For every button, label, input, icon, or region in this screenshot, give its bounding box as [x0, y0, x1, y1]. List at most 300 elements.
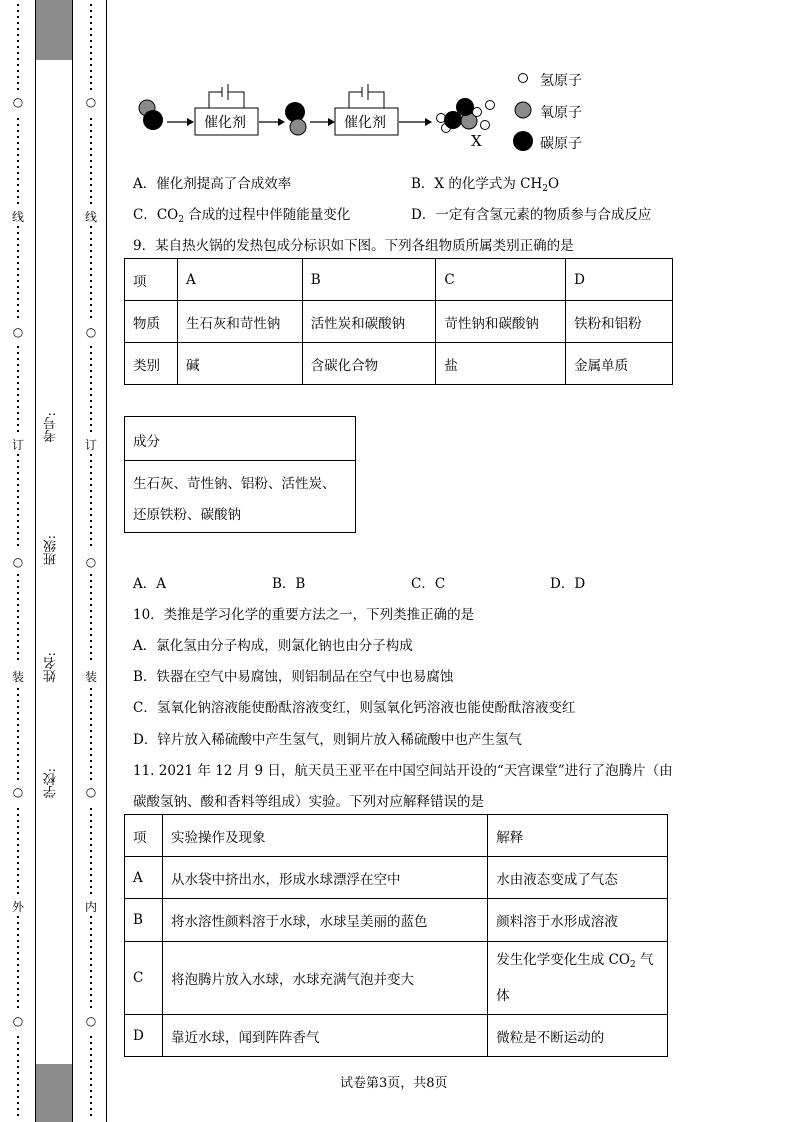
inner-mark-circle-1: ○ — [85, 95, 97, 109]
binding-dot — [90, 868, 92, 870]
binding-dot — [90, 424, 92, 426]
q9-category-c: 盐 — [436, 343, 566, 385]
binding-dot — [17, 70, 19, 72]
q10-option-a[interactable]: A．氯化氢由分子构成，则氯化钠也由分子构成 — [133, 638, 413, 654]
binding-dot — [90, 118, 92, 120]
binding-dot — [17, 916, 19, 918]
binding-dot — [90, 352, 92, 354]
binding-dot — [90, 532, 92, 534]
binding-dot — [90, 184, 92, 186]
binding-dot — [90, 370, 92, 372]
binding-dot — [90, 1090, 92, 1092]
outer-mark-order: 订 — [11, 438, 24, 452]
binding-dot — [17, 580, 19, 582]
binding-dot — [17, 730, 19, 732]
q8-option-b[interactable] — [411, 172, 559, 194]
inner-mark-line: 线 — [84, 210, 97, 224]
legend-hydrogen-symbol — [519, 74, 528, 83]
binding-dot — [90, 778, 92, 780]
binding-dot — [17, 400, 19, 402]
ingredients-line-2: 还原铁粉、碳酸钠 — [133, 507, 241, 523]
binding-dot — [90, 1000, 92, 1002]
binding-dot — [17, 454, 19, 456]
q9-option-b[interactable]: B．B — [272, 576, 306, 592]
binding-dot — [17, 316, 19, 318]
binding-dot — [17, 256, 19, 258]
binding-dot — [17, 1054, 19, 1056]
binding-dot — [90, 466, 92, 468]
binding-dot — [17, 154, 19, 156]
binding-dot — [90, 1096, 92, 1098]
binding-dot — [90, 256, 92, 258]
binding-dot — [17, 976, 19, 978]
binding-dot — [17, 52, 19, 54]
binding-dot — [17, 994, 19, 996]
binding-dot — [17, 358, 19, 360]
page-footer: 试卷第3页，共8页 — [340, 1076, 448, 1091]
binding-dot — [17, 40, 19, 42]
binding-dot — [90, 460, 92, 462]
binding-dot — [17, 250, 19, 252]
reactant-carbon-atom — [143, 110, 163, 130]
binding-dot — [90, 496, 92, 498]
product-carbon-atom — [456, 98, 474, 116]
binding-dot — [17, 286, 19, 288]
binding-dot — [90, 772, 92, 774]
binding-dot — [17, 232, 19, 234]
catalyst-label-1: 催化剂 — [204, 115, 246, 131]
binding-dot — [90, 598, 92, 600]
binding-dot — [17, 274, 19, 276]
binding-dot — [17, 298, 19, 300]
binding-dot — [17, 598, 19, 600]
inner-mark-inside: 内 — [84, 900, 97, 914]
q10-option-b[interactable]: B．铁器在空气中易腐蚀，则铝制品在空气中也易腐蚀 — [133, 669, 454, 685]
binding-dot — [90, 856, 92, 858]
binding-dot — [90, 142, 92, 144]
binding-dot — [90, 124, 92, 126]
binding-dot — [90, 706, 92, 708]
binding-dot — [17, 754, 19, 756]
binding-dot — [17, 874, 19, 876]
ingredients-line-1: 生石灰、苛性钠、铝粉、活性炭、 — [133, 476, 336, 492]
q9-substance-c: 苛性钠和碳酸钠 — [436, 301, 566, 343]
q9-header-d: D — [566, 259, 673, 301]
binding-dot — [90, 82, 92, 84]
binding-dot — [90, 10, 92, 12]
q8-option-a[interactable]: A．催化剂提高了合成效率 — [133, 176, 292, 192]
q9-option-c[interactable]: C．C — [411, 576, 446, 592]
binding-dot — [90, 700, 92, 702]
binding-dot — [90, 688, 92, 690]
binding-dot — [17, 520, 19, 522]
binding-dot — [17, 412, 19, 414]
binding-dot — [90, 826, 92, 828]
q9-stem: 9．某自热火锅的发热包成分标识如下图。下列各组物质所属类别正确的是 — [133, 238, 574, 254]
binding-dot — [90, 694, 92, 696]
catalyst-label-2: 催化剂 — [344, 115, 386, 131]
binding-dot — [17, 514, 19, 516]
q11-row-d-operation: 靠近水球，闻到阵阵香气 — [162, 1015, 487, 1057]
binding-dot — [17, 724, 19, 726]
binding-dot — [90, 616, 92, 618]
q8-option-c[interactable] — [133, 203, 350, 225]
binding-dot — [17, 622, 19, 624]
q8-option-b-text: B．X 的化学式为 CH — [411, 176, 543, 192]
binding-dot — [17, 1078, 19, 1080]
q11-row-a-operation: 从水袋中挤出水，形成水球漂浮在空中 — [162, 857, 487, 899]
legend-hydrogen-label: 氢原子 — [540, 73, 582, 89]
product-hydrogen-atom — [473, 108, 482, 117]
binding-dot — [17, 964, 19, 966]
binding-dot — [90, 634, 92, 636]
binding-dot — [90, 160, 92, 162]
binding-dot — [17, 388, 19, 390]
q9-header-item: 项 — [125, 259, 178, 301]
binding-dot — [90, 292, 92, 294]
binding-dot — [17, 490, 19, 492]
q11-row-c-explanation-text: 发生化学变化生成 CO — [496, 951, 630, 968]
legend-carbon-label: 碳原子 — [540, 136, 582, 152]
binding-dot — [90, 1054, 92, 1056]
binding-dot — [90, 832, 92, 834]
binding-dot — [90, 646, 92, 648]
binding-dot — [90, 748, 92, 750]
binding-dot — [17, 922, 19, 924]
product-hydrogen-atom — [486, 101, 495, 110]
binding-dot — [90, 1066, 92, 1068]
binding-dot — [90, 190, 92, 192]
q9-category-d: 金属单质 — [566, 343, 673, 385]
binding-dot — [17, 484, 19, 486]
outer-mark-circle-2: ○ — [12, 325, 24, 339]
binding-dot — [90, 718, 92, 720]
binding-dot — [17, 244, 19, 246]
binding-dot — [90, 1102, 92, 1104]
binding-dot — [17, 982, 19, 984]
binding-dot — [17, 238, 19, 240]
binding-dot — [90, 958, 92, 960]
binding-dot — [90, 940, 92, 942]
binding-dot — [17, 706, 19, 708]
q9-header-b: B — [302, 259, 436, 301]
binding-dot — [90, 238, 92, 240]
binding-dot — [90, 58, 92, 60]
binding-dot — [17, 142, 19, 144]
binding-dot — [90, 52, 92, 54]
binding-dot — [17, 82, 19, 84]
binding-dot — [17, 1042, 19, 1044]
q11-row-c-explanation-line-2: 体 — [496, 987, 510, 1004]
binding-dot — [90, 838, 92, 840]
q8-option-d[interactable]: D．一定有含氢元素的物质参与合成反应 — [411, 207, 652, 223]
binding-dot — [17, 1072, 19, 1074]
binding-dot — [90, 982, 92, 984]
binding-dot — [90, 316, 92, 318]
q9-option-a[interactable]: A．A — [133, 576, 166, 592]
binding-dot — [17, 838, 19, 840]
binding-dot — [90, 1036, 92, 1038]
q11-row-a-explanation: 水由液态变成了气态 — [488, 857, 668, 899]
binding-dot — [17, 940, 19, 942]
binding-dot — [90, 760, 92, 762]
binding-dot — [90, 610, 92, 612]
ingredients-title: 成分 — [133, 434, 160, 450]
q11-header-explanation: 解释 — [488, 815, 668, 857]
binding-dot — [90, 580, 92, 582]
binding-dot — [17, 952, 19, 954]
outer-mark-line: 线 — [11, 210, 24, 224]
binding-dot — [17, 616, 19, 618]
binding-dot — [17, 130, 19, 132]
outer-mark-outside: 外 — [11, 900, 24, 914]
outer-mark-circle-3: ○ — [12, 555, 24, 569]
inner-mark-circle-2: ○ — [85, 325, 97, 339]
binding-dot — [17, 292, 19, 294]
binding-dot — [90, 244, 92, 246]
binding-dot — [90, 88, 92, 90]
binding-dot — [90, 418, 92, 420]
binding-dot — [90, 766, 92, 768]
binding-dot — [90, 526, 92, 528]
binding-dot — [17, 886, 19, 888]
binding-dot — [17, 772, 19, 774]
binding-dot — [90, 508, 92, 510]
outer-mark-bind: 装 — [11, 670, 24, 684]
binding-dot — [90, 376, 92, 378]
binding-dot — [90, 544, 92, 546]
q11-row-b-item: B — [125, 899, 163, 942]
binding-dot — [90, 1042, 92, 1044]
binding-dot — [17, 538, 19, 540]
binding-dot — [90, 652, 92, 654]
binding-dot — [90, 4, 92, 6]
binding-dot — [90, 736, 92, 738]
binding-dot — [17, 844, 19, 846]
q9-header-c: C — [436, 259, 566, 301]
binding-dot — [90, 232, 92, 234]
inner-mark-circle-5: ○ — [85, 1014, 97, 1028]
binding-dot — [90, 148, 92, 150]
binding-dot — [90, 412, 92, 414]
binding-dot — [17, 658, 19, 660]
binding-dot — [17, 1036, 19, 1038]
legend-oxygen-symbol — [515, 102, 531, 118]
binding-dot — [90, 70, 92, 72]
q9-option-d[interactable]: D．D — [550, 576, 586, 592]
binding-dot — [90, 730, 92, 732]
binding-dot — [17, 1066, 19, 1068]
binding-dot — [17, 10, 19, 12]
binding-dot — [90, 28, 92, 30]
binding-dot — [90, 1006, 92, 1008]
binding-dot — [90, 658, 92, 660]
binding-shade-top — [35, 0, 72, 60]
q9-substance-d: 铁粉和铝粉 — [566, 301, 673, 343]
binding-dot — [90, 754, 92, 756]
binding-dot — [90, 172, 92, 174]
q11-row-c-item: C — [125, 942, 163, 1015]
binding-dot — [17, 376, 19, 378]
binding-dot — [17, 778, 19, 780]
binding-dot — [17, 196, 19, 198]
binding-dot — [90, 514, 92, 516]
binding-dot — [90, 1084, 92, 1086]
binding-dot — [90, 490, 92, 492]
binding-dot — [90, 406, 92, 408]
binding-dot — [17, 742, 19, 744]
binding-dot — [17, 166, 19, 168]
binding-dot — [17, 34, 19, 36]
binding-dot — [90, 130, 92, 132]
q11-row-b-explanation: 颜料溶于水形成溶液 — [488, 899, 668, 942]
binding-dot — [17, 502, 19, 504]
binding-dot — [17, 1102, 19, 1104]
binding-dot — [17, 640, 19, 642]
binding-dot — [90, 820, 92, 822]
legend-oxygen-label: 氧原子 — [540, 105, 582, 121]
binding-dot — [17, 160, 19, 162]
binding-dot — [17, 1108, 19, 1110]
binding-dot — [90, 304, 92, 306]
binding-dot — [17, 382, 19, 384]
binding-dot — [17, 832, 19, 834]
q9-category-b: 含碳化合物 — [302, 343, 436, 385]
binding-dot — [17, 718, 19, 720]
binding-dot — [17, 346, 19, 348]
outer-mark-circle-5: ○ — [12, 1014, 24, 1028]
binding-dot — [90, 628, 92, 630]
q9-category-a: 碱 — [177, 343, 302, 385]
binding-dot — [17, 226, 19, 228]
q10-option-d[interactable]: D．锌片放入稀硫酸中产生氢气，则铜片放入稀硫酸中也产生氢气 — [133, 732, 522, 748]
inner-mark-bind: 装 — [84, 670, 97, 684]
binding-dot — [17, 304, 19, 306]
binding-dot — [90, 1072, 92, 1074]
binding-dot — [17, 748, 19, 750]
q11-row-c-explanation — [488, 942, 668, 1015]
binding-dot — [17, 820, 19, 822]
binding-dot — [17, 586, 19, 588]
binding-dot — [17, 1048, 19, 1050]
field-class[interactable]: 班级: — [44, 535, 59, 566]
binding-line-1 — [35, 0, 36, 1122]
binding-dot — [90, 478, 92, 480]
q11-row-c-explanation-subscript: 2 — [630, 959, 636, 970]
binding-dot — [90, 400, 92, 402]
binding-dot — [17, 880, 19, 882]
field-name[interactable]: 姓名: — [44, 652, 59, 683]
binding-dot — [90, 286, 92, 288]
binding-dot — [17, 1084, 19, 1086]
binding-shade-bottom — [35, 1064, 72, 1122]
q11-row-a-item: A — [125, 857, 163, 899]
binding-dot — [90, 1078, 92, 1080]
binding-dot — [90, 814, 92, 816]
binding-dot — [90, 166, 92, 168]
field-exam-number[interactable]: 考号: — [44, 412, 59, 443]
binding-dot — [90, 64, 92, 66]
binding-dot — [17, 118, 19, 120]
q11-row-d-item: D — [125, 1015, 163, 1057]
q9-substance-b: 活性炭和碳酸钠 — [302, 301, 436, 343]
inner-mark-order: 订 — [84, 438, 97, 452]
binding-dot — [17, 28, 19, 30]
binding-dot — [90, 952, 92, 954]
binding-dot — [90, 484, 92, 486]
binding-dot — [17, 634, 19, 636]
binding-dot — [90, 46, 92, 48]
binding-dot — [90, 964, 92, 966]
q8-option-c-subscript: 2 — [178, 215, 184, 225]
binding-dot — [90, 970, 92, 972]
binding-dot — [90, 808, 92, 810]
inner-mark-circle-3: ○ — [85, 555, 97, 569]
binding-dot — [17, 826, 19, 828]
q11-header-operation: 实验操作及现象 — [162, 815, 487, 857]
binding-dot — [90, 874, 92, 876]
binding-dot — [17, 406, 19, 408]
binding-dot — [90, 934, 92, 936]
intermediate-carbon-atom — [285, 102, 305, 122]
binding-dot — [17, 22, 19, 24]
binding-dot — [17, 1060, 19, 1062]
binding-dot — [90, 1108, 92, 1110]
binding-dot — [17, 892, 19, 894]
q9-classification-table — [124, 258, 673, 385]
binding-dot — [17, 928, 19, 930]
binding-dot — [90, 1048, 92, 1050]
binding-dot — [17, 652, 19, 654]
binding-dot — [17, 136, 19, 138]
binding-dot — [90, 922, 92, 924]
binding-dot — [17, 4, 19, 6]
binding-dot — [17, 532, 19, 534]
binding-dot — [17, 760, 19, 762]
binding-dot — [17, 814, 19, 816]
binding-dot — [90, 76, 92, 78]
binding-dot — [17, 1090, 19, 1092]
binding-dot — [90, 844, 92, 846]
field-school[interactable]: 学校: — [44, 768, 59, 799]
binding-dot — [17, 700, 19, 702]
binding-dot — [17, 544, 19, 546]
binding-dot — [90, 280, 92, 282]
binding-dot — [17, 808, 19, 810]
q9-row-substance-label: 物质 — [125, 301, 178, 343]
binding-dot — [90, 520, 92, 522]
binding-dot — [90, 382, 92, 384]
binding-dot — [17, 310, 19, 312]
binding-dot — [90, 40, 92, 42]
binding-dot — [90, 946, 92, 948]
binding-dot — [90, 976, 92, 978]
binding-dot — [90, 262, 92, 264]
q10-option-c[interactable]: C．氢氧化钠溶液能使酚酞溶液变红，则氢氧化钙溶液也能使酚酞溶液变红 — [133, 700, 576, 716]
binding-dot — [90, 454, 92, 456]
product-x-label: X — [471, 132, 482, 150]
binding-dot — [17, 526, 19, 528]
binding-dot — [17, 604, 19, 606]
q11-header-item: 项 — [125, 815, 163, 857]
binding-dot — [90, 472, 92, 474]
binding-dot — [90, 640, 92, 642]
binding-dot — [90, 196, 92, 198]
product-hydrogen-atom — [481, 121, 490, 130]
binding-dot — [17, 1114, 19, 1116]
binding-dot — [90, 742, 92, 744]
ingredients-divider — [125, 460, 355, 461]
